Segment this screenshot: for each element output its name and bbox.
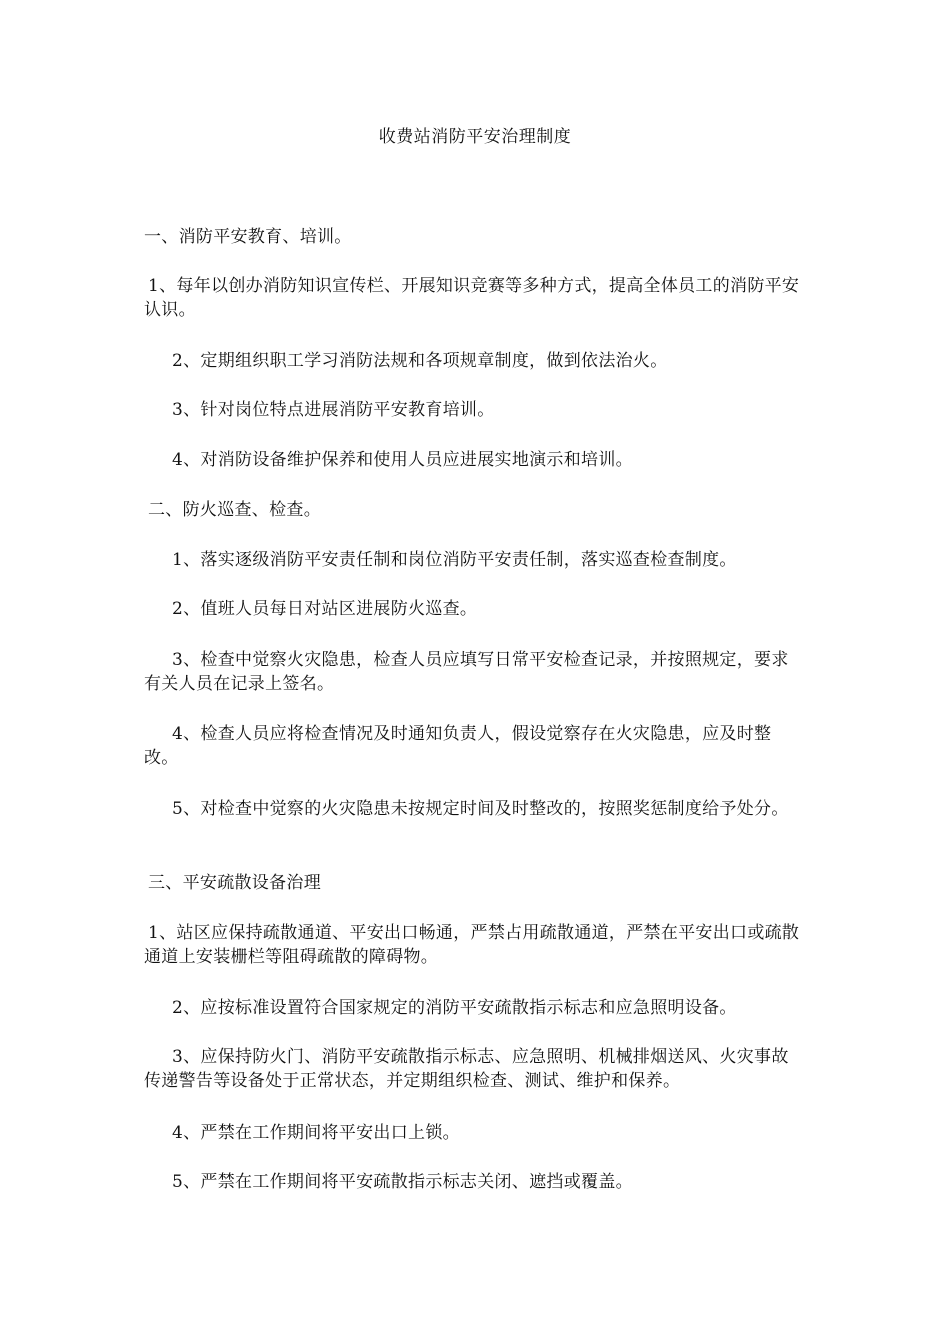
list-item: 2、值班人员每日对站区进展防火巡查。 bbox=[172, 599, 478, 619]
section-heading: 三、平安疏散设备治理 bbox=[148, 873, 321, 893]
list-item: 5、对检查中觉察的火灾隐患未按规定时间及时整改的，按照奖惩制度给予处分。 bbox=[172, 799, 789, 819]
list-item: 4、严禁在工作期间将平安出口上锁。 bbox=[172, 1123, 460, 1143]
list-item: 4、检查人员应将检查情况及时通知负责人，假设觉察存在火灾隐患，应及时整改。 bbox=[144, 724, 772, 768]
list-item: 1、落实逐级消防平安责任制和岗位消防平安责任制，落实巡查检查制度。 bbox=[172, 550, 737, 570]
page-title: 收费站消防平安治理制度 bbox=[378, 127, 572, 147]
section-heading: 二、防火巡查、检查。 bbox=[148, 500, 321, 520]
list-item: 1、每年以创办消防知识宣传栏、开展知识竞赛等多种方式，提高全体员工的消防平安认识。 bbox=[144, 276, 800, 320]
section-heading: 一、消防平安教育、培训。 bbox=[144, 227, 352, 247]
list-item: 4、对消防设备维护保养和使用人员应进展实地演示和培训。 bbox=[172, 450, 633, 470]
list-item: 3、针对岗位特点进展消防平安教育培训。 bbox=[172, 400, 495, 420]
list-item: 2、定期组织职工学习消防法规和各项规章制度，做到依法治火。 bbox=[172, 351, 668, 371]
list-item: 3、应保持防火门、消防平安疏散指示标志、应急照明、机械排烟送风、火灾事故传递警告等设备处于正常状态，并定期组织检查、测试、维护和保养。 bbox=[144, 1047, 789, 1091]
list-item: 5、严禁在工作期间将平安疏散指示标志关闭、遮挡或覆盖。 bbox=[172, 1172, 633, 1192]
list-item: 2、应按标准设置符合国家规定的消防平安疏散指示标志和应急照明设备。 bbox=[172, 998, 737, 1018]
list-item: 1、站区应保持疏散通道、平安出口畅通，严禁占用疏散通道，严禁在平安出口或疏散通道上安装栅栏等阻碍疏散的障碍物。 bbox=[144, 923, 800, 967]
list-item: 3、检查中觉察火灾隐患，检查人员应填写日常平安检查记录，并按照规定，要求有关人员在记录上签名。 bbox=[144, 650, 789, 694]
